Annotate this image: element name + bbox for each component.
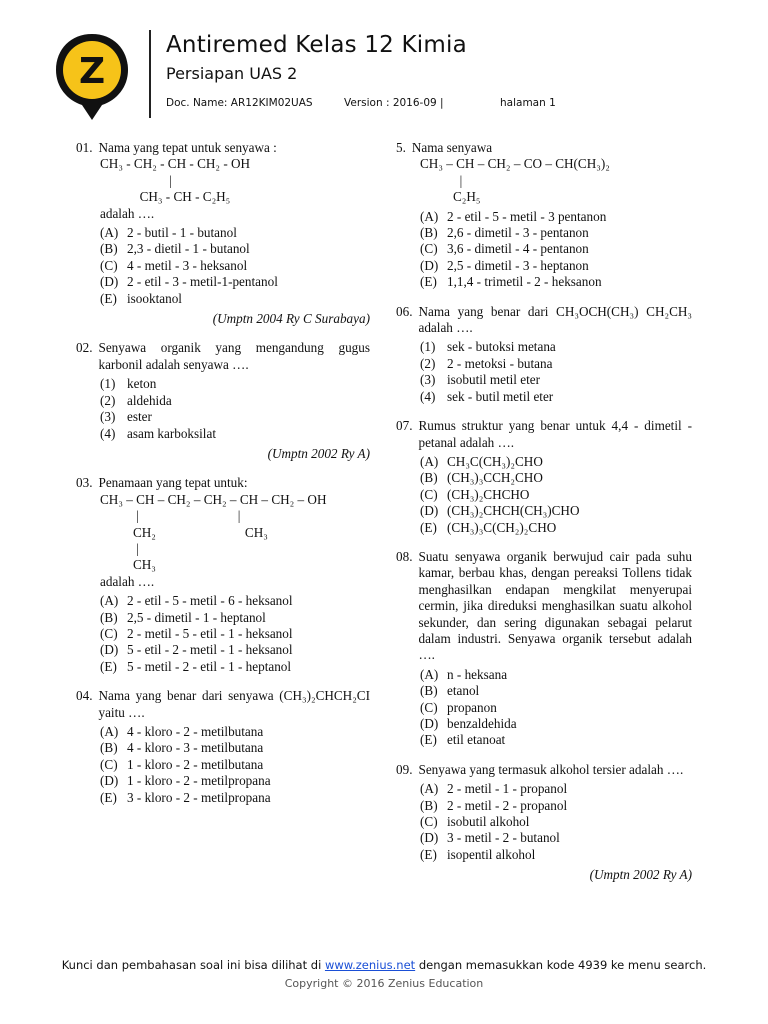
option-text: 3,6 - dimetil - 4 - pentanon <box>447 241 589 257</box>
option-a <box>420 667 692 683</box>
option-c <box>420 487 692 503</box>
option-letter: (C) <box>100 756 118 772</box>
question-08 <box>396 549 692 749</box>
option-text: (CH₃)₂CHCHO <box>447 486 530 502</box>
option-3 <box>100 409 370 425</box>
option-b <box>100 610 370 626</box>
option-text: etil etanoat <box>447 732 506 748</box>
zenius-logo <box>52 30 132 122</box>
question-text: Nama yang tepat untuk senyawa : <box>98 140 277 155</box>
option-letter: (A) <box>100 724 119 739</box>
question-number: 02. <box>76 340 93 356</box>
option-a <box>100 225 370 241</box>
option-c <box>100 626 370 642</box>
question-04 <box>76 688 370 806</box>
option-2 <box>100 393 370 409</box>
question-02 <box>76 340 370 462</box>
question-source: (Umptn 2004 Ry C Surabaya) <box>212 311 370 327</box>
option-letter: (B) <box>420 683 438 699</box>
option-text: aldehida <box>127 392 172 408</box>
options-list <box>396 781 692 863</box>
question-text: Senyawa yang termasuk alkohol tersier adalah …. <box>418 761 684 777</box>
option-letter: (E) <box>100 290 117 306</box>
option-text: sek - butoksi metana <box>447 339 556 355</box>
option-letter: (D) <box>100 274 119 290</box>
footer-text-after: dengan memasukkan kode 4939 ke menu search. <box>415 958 707 972</box>
option-text: (CH₃)₃C(CH₂)₂CHO <box>447 519 557 535</box>
option-text: (CH₃)₃CCH₂CHO <box>447 470 543 486</box>
formula-line: CH₃ <box>100 557 156 573</box>
option-letter: (C) <box>420 699 438 715</box>
option-text: etanol <box>447 683 480 699</box>
formula-line: CH₂ CH₃ <box>100 524 268 540</box>
option-letter: (E) <box>420 732 437 748</box>
option-a <box>420 781 692 797</box>
option-text: isobutil metil eter <box>447 372 541 388</box>
question-06 <box>396 304 692 405</box>
option-e <box>100 790 370 806</box>
formula-line: | <box>100 172 172 188</box>
option-text: benzaldehida <box>447 716 517 731</box>
document-title: Antiremed Kelas 12 Kimia <box>166 32 467 58</box>
option-letter: (B) <box>100 740 118 756</box>
question-03 <box>76 475 370 675</box>
option-d <box>420 258 692 274</box>
option-letter: (4) <box>100 425 116 441</box>
page-number: halaman 1 <box>500 97 556 109</box>
option-letter: (3) <box>100 409 116 425</box>
question-text: Penamaan yang tepat untuk: <box>98 475 248 491</box>
option-letter: (C) <box>420 486 438 502</box>
footer-note <box>0 958 768 972</box>
option-text: 4 - kloro - 2 - metilbutana <box>127 724 264 739</box>
question-number: 5. <box>396 140 406 155</box>
option-b <box>100 241 370 257</box>
option-b <box>100 740 370 756</box>
formula-line: CH₃ – CH – CH₂ – CO – CH(CH₃)₂ <box>420 156 610 172</box>
option-letter: (D) <box>420 830 439 846</box>
option-letter: (E) <box>100 789 117 805</box>
question-number: 06. <box>396 303 413 319</box>
option-text: 2 - metil - 1 - propanol <box>447 781 568 797</box>
option-2 <box>420 356 692 372</box>
option-text: 5 - etil - 2 - metil - 1 - heksanol <box>127 642 293 658</box>
question-05 <box>396 140 692 291</box>
formula-line: C₂H₅ <box>420 189 481 205</box>
option-text: 4 - kloro - 3 - metilbutana <box>127 740 264 756</box>
options-list <box>396 339 692 405</box>
option-text: propanon <box>447 699 497 715</box>
options-list <box>76 724 370 806</box>
option-text: keton <box>127 376 157 392</box>
option-4 <box>100 426 370 442</box>
option-e <box>420 274 692 290</box>
option-letter: (B) <box>420 470 438 486</box>
options-list <box>396 209 692 291</box>
option-b <box>420 798 692 814</box>
option-text: 5 - metil - 2 - etil - 1 - heptanol <box>127 658 292 674</box>
option-letter: (B) <box>100 241 118 257</box>
option-text: ester <box>127 409 152 425</box>
copyright: Copyright © 2016 Zenius Education <box>284 977 484 990</box>
footer-text-before: Kunci dan pembahasan soal ini bisa dilihat di <box>61 958 325 972</box>
option-3 <box>420 372 692 388</box>
option-text: 3 - kloro - 2 - metilpropana <box>127 789 271 805</box>
options-list <box>76 593 370 675</box>
question-text: Nama yang benar dari senyawa (CH₃)₂CHCH₂CI yaitu …. <box>98 688 370 720</box>
option-text: isopentil alkohol <box>447 846 536 862</box>
question-09 <box>396 762 692 884</box>
options-list <box>396 454 692 536</box>
option-text: 2 - etil - 3 - metil-1-pentanol <box>127 274 278 290</box>
option-letter: (E) <box>420 274 437 290</box>
question-source: (Umptn 2002 Ry A) <box>589 867 692 883</box>
question-number: 01. <box>76 140 93 155</box>
option-e <box>420 520 692 536</box>
option-text: (CH₃)₂CHCH(CH₃)CHO <box>447 503 580 519</box>
option-letter: (D) <box>420 716 439 731</box>
formula-line: | <box>420 172 463 188</box>
option-letter: (A) <box>100 225 119 241</box>
option-letter: (C) <box>420 241 438 257</box>
option-text: sek - butil metil eter <box>447 388 554 404</box>
option-letter: (E) <box>100 658 117 674</box>
question-number: 08. <box>396 548 413 564</box>
option-letter: (4) <box>420 388 436 404</box>
question-source: (Umptn 2002 Ry A) <box>267 445 370 461</box>
option-letter: (D) <box>420 257 439 273</box>
option-letter: (1) <box>100 376 116 392</box>
option-text: isobutil alkohol <box>447 814 530 830</box>
option-text: n - heksana <box>447 666 508 682</box>
document-subtitle: Persiapan UAS 2 <box>166 64 298 83</box>
option-text: 2 - etil - 5 - metil - 3 pentanon <box>447 208 607 224</box>
option-b <box>420 683 692 699</box>
formula-line: CH₃ – CH – CH₂ – CH₂ – CH – CH₂ – OH <box>100 491 327 507</box>
options-list <box>396 667 692 749</box>
question-text: Senyawa organik yang mengandung gugus karbonil adalah senyawa …. <box>98 340 370 372</box>
option-b <box>420 470 692 486</box>
option-text: 2 - etil - 5 - metil - 6 - heksanol <box>127 593 293 609</box>
option-text: 2,5 - dimetil - 3 - heptanon <box>447 257 589 273</box>
option-1 <box>420 339 692 355</box>
option-letter: (C) <box>100 625 118 641</box>
option-text: asam karboksilat <box>127 425 216 441</box>
formula-line: CH₃ - CH₂ - CH - CH₂ - OH <box>100 156 251 172</box>
options-list <box>76 225 370 307</box>
option-4 <box>420 389 692 405</box>
formula-line: CH₃ - CH - C₂H₅ <box>100 189 231 205</box>
option-e <box>100 659 370 675</box>
option-d <box>100 274 370 290</box>
option-letter: (D) <box>100 642 119 658</box>
option-letter: (D) <box>100 773 119 789</box>
option-d <box>420 716 692 732</box>
option-letter: (E) <box>420 519 437 535</box>
option-text: 2 - metil - 5 - etil - 1 - heksanol <box>127 625 293 641</box>
option-c <box>100 757 370 773</box>
question-text: Nama senyawa <box>411 140 493 155</box>
option-a <box>100 593 370 609</box>
option-letter: (A) <box>420 208 439 224</box>
left-column <box>76 140 370 819</box>
option-text: 2 - metoksi - butana <box>447 355 553 371</box>
option-a <box>420 454 692 470</box>
option-letter: (A) <box>420 453 439 469</box>
question-01 <box>76 140 370 327</box>
option-text: 1 - kloro - 2 - metilbutana <box>127 756 264 772</box>
option-d <box>100 642 370 658</box>
option-e <box>420 732 692 748</box>
option-1 <box>100 376 370 392</box>
option-e <box>100 291 370 307</box>
zenius-link[interactable]: www.zenius.net <box>324 958 416 972</box>
option-c <box>420 700 692 716</box>
doc-version: Version : 2016-09 | <box>344 97 444 109</box>
option-text: 2,6 - dimetil - 3 - pentanon <box>447 225 589 241</box>
option-a <box>100 724 370 740</box>
doc-name: Doc. Name: AR12KIM02UAS <box>166 97 313 109</box>
option-letter: (2) <box>100 392 116 408</box>
option-text: 2,5 - dimetil - 1 - heptanol <box>127 609 266 625</box>
option-b <box>420 225 692 241</box>
option-d <box>420 503 692 519</box>
option-letter: (C) <box>420 814 438 830</box>
question-number: 07. <box>396 418 413 434</box>
option-text: 3 - metil - 2 - butanol <box>447 830 560 846</box>
option-text: 2,3 - dietil - 1 - butanol <box>127 241 250 257</box>
header-divider <box>149 30 151 118</box>
option-letter: (A) <box>420 666 439 682</box>
option-letter: (B) <box>420 797 438 813</box>
option-letter: (E) <box>420 846 437 862</box>
option-letter: (D) <box>420 503 439 519</box>
formula-line: | <box>100 540 139 556</box>
option-letter: (A) <box>420 781 439 797</box>
formula-line: adalah …. <box>100 205 155 221</box>
logo-letter: Z <box>78 51 106 92</box>
option-text: 4 - metil - 3 - heksanol <box>127 257 248 273</box>
right-column <box>396 140 692 897</box>
option-letter: (3) <box>420 372 436 388</box>
option-c <box>420 241 692 257</box>
question-07 <box>396 418 692 536</box>
option-text: 1,1,4 - trimetil - 2 - heksanon <box>447 274 602 290</box>
option-text: 2 - metil - 2 - propanol <box>447 797 568 813</box>
question-number: 04. <box>76 688 93 704</box>
options-list <box>76 376 370 442</box>
option-d <box>100 773 370 789</box>
option-text: isooktanol <box>127 290 182 306</box>
option-text: CH₃C(CH₃)₂CHO <box>447 453 543 469</box>
option-c <box>420 814 692 830</box>
option-text: 1 - kloro - 2 - metilpropana <box>127 773 271 789</box>
option-letter: (1) <box>420 339 436 355</box>
option-a <box>420 209 692 225</box>
question-text: Nama yang benar dari CH₃OCH(CH₃) CH₂CH₃ adalah …. <box>418 303 692 336</box>
option-e <box>420 847 692 863</box>
option-text: 2 - butil - 1 - butanol <box>127 225 237 241</box>
formula-line: adalah …. <box>100 573 155 589</box>
option-d <box>420 830 692 846</box>
question-number: 03. <box>76 475 93 491</box>
option-letter: (C) <box>100 257 118 273</box>
option-letter: (B) <box>420 225 438 241</box>
option-letter: (B) <box>100 609 118 625</box>
option-letter: (A) <box>100 593 119 609</box>
question-text: Rumus struktur yang benar untuk 4,4 - dimetil - petanal adalah …. <box>418 418 692 450</box>
question-number: 09. <box>396 761 413 777</box>
option-c <box>100 258 370 274</box>
question-text: Suatu senyawa organik berwujud cair pada suhu kamar, berbau khas, dengan pereaksi Tollens tidak menghasilkan endapan mengkilat menyerupai cermin, jika direduksi menghasilkan suatu alkohol sekunder, dan sering digunakan sebagai pelarut dalam industri. Senyawa organik tersebut adalah …. <box>418 548 692 663</box>
formula-line: | | <box>100 508 241 524</box>
option-letter: (2) <box>420 355 436 371</box>
